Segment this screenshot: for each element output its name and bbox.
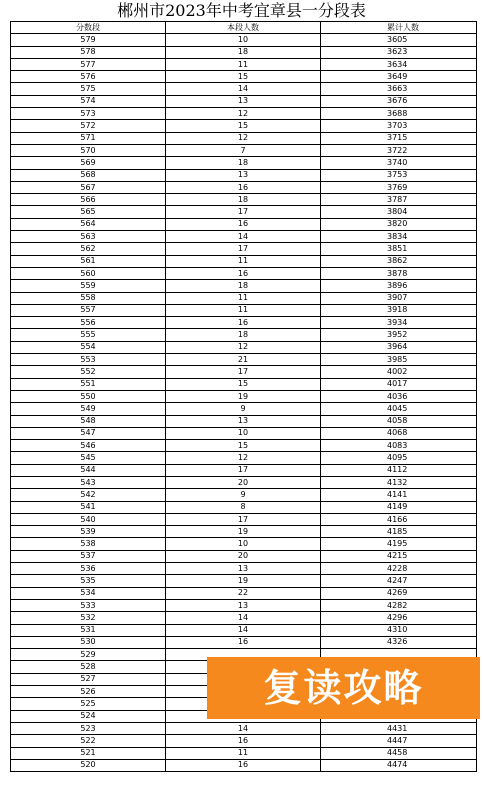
segment-count-cell: 19: [166, 575, 321, 587]
score-cell: 570: [11, 144, 166, 156]
cumulative-count-cell: 4247: [321, 575, 477, 587]
cumulative-count-cell: 4474: [321, 759, 477, 771]
segment-count-cell: 20: [166, 476, 321, 488]
segment-count-cell: 18: [166, 157, 321, 169]
table-row: [11, 427, 477, 439]
segment-count-cell: 11: [166, 255, 321, 267]
score-cell: 567: [11, 181, 166, 193]
score-cell: 558: [11, 292, 166, 304]
table-row: [11, 636, 477, 648]
table-row: [11, 206, 477, 218]
score-cell: 566: [11, 194, 166, 206]
segment-count-cell: 15: [166, 71, 321, 83]
segment-count-cell: 14: [166, 83, 321, 95]
cumulative-count-cell: 3952: [321, 329, 477, 341]
table-row: [11, 538, 477, 550]
cumulative-count-cell: 3769: [321, 181, 477, 193]
cumulative-count-cell: 3918: [321, 304, 477, 316]
cumulative-count-cell: 3722: [321, 144, 477, 156]
segment-count-cell: 8: [166, 501, 321, 513]
score-cell: 552: [11, 366, 166, 378]
cumulative-count-cell: 4141: [321, 489, 477, 501]
cumulative-count-cell: 4112: [321, 464, 477, 476]
cumulative-count-cell: 3634: [321, 58, 477, 70]
table-row: [11, 157, 477, 169]
table-row: [11, 71, 477, 83]
segment-count-cell: 20: [166, 550, 321, 562]
table-row: [11, 292, 477, 304]
score-cell: 548: [11, 415, 166, 427]
cumulative-count-cell: 3985: [321, 354, 477, 366]
segment-count-cell: 12: [166, 341, 321, 353]
page-title: 郴州市2023年中考宜章县一分段表: [117, 1, 366, 20]
score-cell: 565: [11, 206, 166, 218]
score-cell: 536: [11, 563, 166, 575]
segment-count-cell: 18: [166, 46, 321, 58]
table-row: [11, 722, 477, 734]
score-cell: 528: [11, 661, 166, 673]
cumulative-count-cell: 4215: [321, 550, 477, 562]
table-row: [11, 108, 477, 120]
score-cell: 554: [11, 341, 166, 353]
cumulative-count-cell: 4036: [321, 390, 477, 402]
table-row: [11, 378, 477, 390]
header-segment-count: 本段人数: [166, 22, 321, 34]
cumulative-count-cell: 4083: [321, 440, 477, 452]
table-row: [11, 354, 477, 366]
score-cell: 532: [11, 612, 166, 624]
table-row: [11, 575, 477, 587]
table-row: [11, 550, 477, 562]
table-row: [11, 415, 477, 427]
score-cell: 539: [11, 526, 166, 538]
table-row: [11, 440, 477, 452]
score-cell: 540: [11, 513, 166, 525]
segment-count-cell: 15: [166, 378, 321, 390]
segment-count-cell: 14: [166, 231, 321, 243]
table-row: [11, 624, 477, 636]
cumulative-count-cell: 3862: [321, 255, 477, 267]
segment-count-cell: 7: [166, 144, 321, 156]
score-cell: 579: [11, 34, 166, 46]
cumulative-count-cell: 3851: [321, 243, 477, 255]
cumulative-count-cell: 3649: [321, 71, 477, 83]
score-cell: 531: [11, 624, 166, 636]
score-cell: 569: [11, 157, 166, 169]
table-row: [11, 563, 477, 575]
table-row: [11, 280, 477, 292]
segment-count-cell: 11: [166, 304, 321, 316]
segment-count-cell: 18: [166, 194, 321, 206]
segment-count-cell: 13: [166, 415, 321, 427]
segment-count-cell: 13: [166, 95, 321, 107]
segment-count-cell: 12: [166, 132, 321, 144]
segment-count-cell: 12: [166, 452, 321, 464]
score-cell: 563: [11, 231, 166, 243]
score-cell: 523: [11, 722, 166, 734]
cumulative-count-cell: 4185: [321, 526, 477, 538]
cumulative-count-cell: 3753: [321, 169, 477, 181]
segment-count-cell: 14: [166, 612, 321, 624]
score-cell: 553: [11, 354, 166, 366]
cumulative-count-cell: 4068: [321, 427, 477, 439]
cumulative-count-cell: 3715: [321, 132, 477, 144]
segment-count-cell: 9: [166, 403, 321, 415]
segment-count-cell: 10: [166, 34, 321, 46]
score-cell: 538: [11, 538, 166, 550]
table-row: [11, 341, 477, 353]
cumulative-count-cell: 3907: [321, 292, 477, 304]
cumulative-count-cell: 3605: [321, 34, 477, 46]
cumulative-count-cell: 4326: [321, 636, 477, 648]
table-row: [11, 181, 477, 193]
segment-count-cell: 15: [166, 120, 321, 132]
segment-count-cell: 11: [166, 747, 321, 759]
segment-count-cell: 17: [166, 206, 321, 218]
table-row: [11, 526, 477, 538]
cumulative-count-cell: 3896: [321, 280, 477, 292]
table-row: [11, 403, 477, 415]
table-row: [11, 612, 477, 624]
score-cell: 577: [11, 58, 166, 70]
table-row: [11, 501, 477, 513]
score-cell: 520: [11, 759, 166, 771]
segment-count-cell: 16: [166, 181, 321, 193]
segment-count-cell: 16: [166, 317, 321, 329]
table-row: [11, 46, 477, 58]
segment-count-cell: 18: [166, 280, 321, 292]
score-cell: 534: [11, 587, 166, 599]
segment-count-cell: 21: [166, 354, 321, 366]
score-cell: 543: [11, 476, 166, 488]
cumulative-count-cell: 4149: [321, 501, 477, 513]
table-row: [11, 120, 477, 132]
segment-count-cell: 9: [166, 489, 321, 501]
table-row: [11, 476, 477, 488]
score-cell: 575: [11, 83, 166, 95]
cumulative-count-cell: 3964: [321, 341, 477, 353]
watermark-banner: 复读攻略: [207, 657, 480, 719]
cumulative-count-cell: 4195: [321, 538, 477, 550]
cumulative-count-cell: 4458: [321, 747, 477, 759]
cumulative-count-cell: 4296: [321, 612, 477, 624]
score-cell: 564: [11, 218, 166, 230]
table-row: [11, 735, 477, 747]
segment-count-cell: 11: [166, 58, 321, 70]
cumulative-count-cell: 3676: [321, 95, 477, 107]
table-row: [11, 243, 477, 255]
score-cell: 530: [11, 636, 166, 648]
table-row: [11, 489, 477, 501]
table-row: [11, 169, 477, 181]
score-cell: 551: [11, 378, 166, 390]
table-header-row: [11, 22, 477, 34]
cumulative-count-cell: 3878: [321, 267, 477, 279]
table-row: [11, 329, 477, 341]
segment-count-cell: 11: [166, 292, 321, 304]
cumulative-count-cell: 3834: [321, 231, 477, 243]
score-cell: 533: [11, 599, 166, 611]
table-row: [11, 464, 477, 476]
segment-count-cell: 17: [166, 513, 321, 525]
segment-count-cell: 17: [166, 243, 321, 255]
segment-count-cell: 18: [166, 329, 321, 341]
table-row: [11, 317, 477, 329]
score-cell: 578: [11, 46, 166, 58]
score-cell: 535: [11, 575, 166, 587]
cumulative-count-cell: 4431: [321, 722, 477, 734]
score-cell: 542: [11, 489, 166, 501]
segment-count-cell: 13: [166, 169, 321, 181]
score-cell: 555: [11, 329, 166, 341]
table-row: [11, 231, 477, 243]
segment-count-cell: 16: [166, 636, 321, 648]
table-row: [11, 58, 477, 70]
cumulative-count-cell: 4269: [321, 587, 477, 599]
cumulative-count-cell: 4058: [321, 415, 477, 427]
table-row: [11, 390, 477, 402]
cumulative-count-cell: 4228: [321, 563, 477, 575]
segment-count-cell: 22: [166, 587, 321, 599]
segment-count-cell: 13: [166, 599, 321, 611]
score-cell: 522: [11, 735, 166, 747]
score-cell: 527: [11, 673, 166, 685]
score-cell: 526: [11, 686, 166, 698]
table-row: [11, 759, 477, 771]
score-cell: 547: [11, 427, 166, 439]
table-row: [11, 599, 477, 611]
table-row: [11, 34, 477, 46]
table-row: [11, 95, 477, 107]
segment-count-cell: 14: [166, 722, 321, 734]
table-row: [11, 452, 477, 464]
cumulative-count-cell: 3804: [321, 206, 477, 218]
cumulative-count-cell: 3740: [321, 157, 477, 169]
score-cell: 524: [11, 710, 166, 722]
table-row: [11, 255, 477, 267]
score-cell: 573: [11, 108, 166, 120]
score-cell: 556: [11, 317, 166, 329]
cumulative-count-cell: 3703: [321, 120, 477, 132]
table-row: [11, 132, 477, 144]
score-cell: 561: [11, 255, 166, 267]
cumulative-count-cell: 4310: [321, 624, 477, 636]
table-row: [11, 513, 477, 525]
segment-count-cell: 19: [166, 390, 321, 402]
score-cell: 576: [11, 71, 166, 83]
cumulative-count-cell: 3623: [321, 46, 477, 58]
score-cell: 560: [11, 267, 166, 279]
table-row: [11, 194, 477, 206]
score-cell: 562: [11, 243, 166, 255]
score-cell: 546: [11, 440, 166, 452]
header-cumulative-count: 累计人数: [321, 22, 477, 34]
cumulative-count-cell: 4045: [321, 403, 477, 415]
segment-count-cell: 17: [166, 464, 321, 476]
cumulative-count-cell: 4166: [321, 513, 477, 525]
table-row: [11, 747, 477, 759]
segment-count-cell: 16: [166, 218, 321, 230]
score-cell: 572: [11, 120, 166, 132]
table-row: [11, 144, 477, 156]
cumulative-count-cell: 4447: [321, 735, 477, 747]
cumulative-count-cell: 3934: [321, 317, 477, 329]
score-cell: 544: [11, 464, 166, 476]
table-row: [11, 304, 477, 316]
table-row: [11, 587, 477, 599]
score-cell: 545: [11, 452, 166, 464]
table-row: [11, 366, 477, 378]
score-cell: 525: [11, 698, 166, 710]
segment-count-cell: 16: [166, 759, 321, 771]
score-cell: 550: [11, 390, 166, 402]
score-cell: 521: [11, 747, 166, 759]
score-cell: 559: [11, 280, 166, 292]
score-cell: 571: [11, 132, 166, 144]
table-row: [11, 267, 477, 279]
score-cell: 541: [11, 501, 166, 513]
cumulative-count-cell: 3820: [321, 218, 477, 230]
cumulative-count-cell: 4132: [321, 476, 477, 488]
cumulative-count-cell: 4282: [321, 599, 477, 611]
segment-count-cell: 19: [166, 526, 321, 538]
segment-count-cell: 10: [166, 538, 321, 550]
segment-count-cell: 16: [166, 267, 321, 279]
score-cell: 529: [11, 649, 166, 661]
score-cell: 574: [11, 95, 166, 107]
cumulative-count-cell: 3663: [321, 83, 477, 95]
header-score-range: 分数段: [11, 22, 166, 34]
segment-count-cell: 10: [166, 427, 321, 439]
cumulative-count-cell: 3688: [321, 108, 477, 120]
segment-count-cell: 15: [166, 440, 321, 452]
table-row: [11, 218, 477, 230]
cumulative-count-cell: 3787: [321, 194, 477, 206]
segment-count-cell: 16: [166, 735, 321, 747]
score-cell: 557: [11, 304, 166, 316]
score-cell: 549: [11, 403, 166, 415]
score-cell: 568: [11, 169, 166, 181]
cumulative-count-cell: 4002: [321, 366, 477, 378]
segment-count-cell: 14: [166, 624, 321, 636]
segment-count-cell: 17: [166, 366, 321, 378]
segment-count-cell: 12: [166, 108, 321, 120]
score-cell: 537: [11, 550, 166, 562]
table-row: [11, 83, 477, 95]
cumulative-count-cell: 4095: [321, 452, 477, 464]
segment-count-cell: 13: [166, 563, 321, 575]
cumulative-count-cell: 4017: [321, 378, 477, 390]
